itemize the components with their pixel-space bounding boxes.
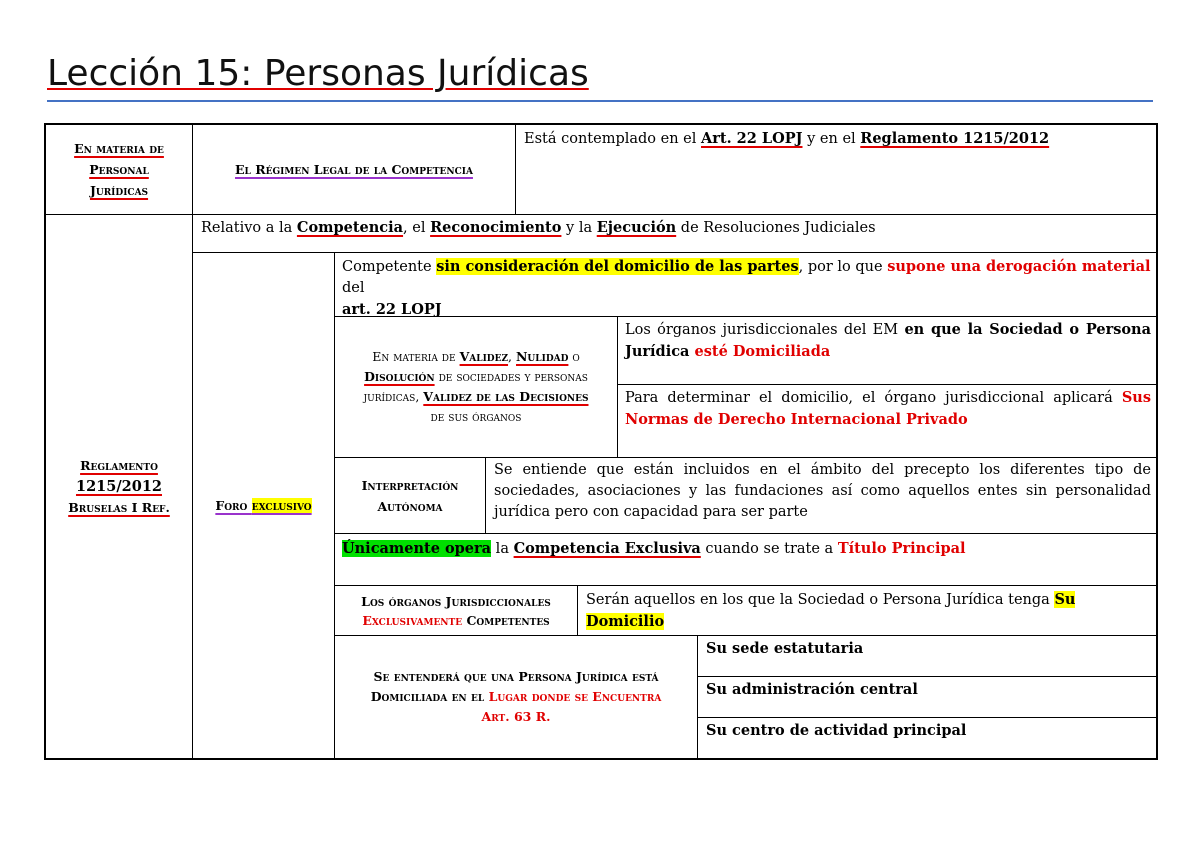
exclusivamente-term: Exclusivamente	[362, 612, 463, 628]
decisiones-term: Validez de las Decisiones	[423, 389, 589, 404]
validez-text-a: En materia de	[372, 349, 460, 364]
este-domiciliada: esté Domiciliada	[694, 343, 831, 360]
validez-o: o	[568, 349, 580, 364]
para-determinar-cell	[625, 387, 1151, 431]
organos-excl-cell	[335, 586, 577, 635]
domiciliada-line-2: Domiciliada en el	[370, 689, 489, 704]
titulo-principal: Título Principal	[837, 540, 966, 557]
organos-excl-text-cell	[586, 589, 1154, 633]
ejecucion-term: Ejecución	[596, 219, 677, 236]
unicamente-text-a: la	[491, 541, 514, 557]
foro-cell	[193, 253, 334, 758]
regimen-cell	[193, 125, 515, 214]
competentes-term: Competentes	[462, 612, 550, 628]
domicilio-item: Su administración central	[706, 681, 918, 698]
organos-excl-line-1: Los órganos Jurisdiccionales	[361, 593, 551, 609]
contemplado-cell	[524, 128, 1154, 150]
nulidad-term: Nulidad	[516, 349, 569, 364]
interpretacion-line-1: Interpretación	[361, 477, 459, 493]
materia-line-3: Jurídicas	[89, 183, 149, 198]
organos-em-text-b: en que la Sociedad o Persona Jurídica	[625, 321, 1151, 360]
domicilio-item: Su sede estatutaria	[706, 640, 864, 657]
competente-text-c: del	[342, 280, 365, 296]
interpretacion-line-2: Autónoma	[377, 498, 443, 514]
reglamento-ref: Reglamento 1215/2012	[860, 130, 1050, 147]
page-title: Lección 15: Personas Jurídicas	[47, 53, 589, 94]
competente-text-b: , por lo que	[798, 259, 888, 275]
domiciliada-line-1: Se entenderá que una Persona Jurídica está	[373, 669, 659, 684]
art-22-lopj: Art. 22 LOPJ	[701, 130, 803, 147]
reglamento-line-3: Bruselas I Ref.	[68, 500, 170, 515]
organos-em-cell	[625, 319, 1151, 363]
reglamento-line-2: 1215/2012	[75, 478, 162, 495]
domiciliada-cell	[335, 636, 697, 758]
relativo-text-b: , el	[403, 220, 431, 236]
validez-text-b: de sociedades y personas	[434, 369, 588, 384]
art-63-r: Art. 63 R.	[481, 709, 551, 724]
validez-comma: ,	[508, 349, 516, 364]
unicamente-cell	[342, 538, 1152, 560]
reglamento-cell	[46, 215, 192, 758]
relativo-cell	[201, 217, 1151, 239]
materia-line-2: Personal	[89, 162, 149, 177]
seran-aquellos-text: Serán aquellos en los que la Sociedad o Persona Jurídica tenga	[586, 592, 1055, 608]
sin-consideracion-highlight: sin consideración del domicilio de las partes	[436, 258, 799, 275]
para-determinar-text: Para determinar el domicilio, el órgano jurisdiccional aplicará	[625, 390, 1122, 406]
lugar-donde-se-encuentra: Lugar donde se Encuentra	[488, 689, 662, 704]
contemplado-text-b: y en el	[802, 131, 861, 147]
disolucion-term: Disolución	[364, 369, 435, 384]
interpretacion-text: Se entiende que están incluidos en el ámbito del precepto los diferentes tipo de sociedades, asociaciones y las fundaciones así como aquellos entes sin personalidad jurídica pero con capacidad para ser parte	[494, 462, 1151, 520]
reglamento-line-1: Reglamento	[80, 458, 158, 473]
unicamente-text-b: cuando se trate a	[700, 541, 838, 557]
reconocimiento-term: Reconocimiento	[430, 219, 562, 236]
unicamente-highlight: Únicamente opera	[342, 540, 492, 557]
materia-line-1: En materia de	[74, 141, 164, 156]
su-domicilio-highlight: Su Domicilio	[586, 591, 1076, 630]
interpretacion-cell	[335, 458, 485, 533]
competente-text-a: Competente	[342, 259, 437, 275]
art-22-lopj-ref: art. 22 LOPJ	[342, 301, 442, 318]
competencia-term: Competencia	[296, 219, 404, 236]
normas-dip: Sus Normas de Derecho Internacional Privado	[625, 389, 1151, 428]
title-divider	[47, 100, 1153, 102]
exclusivo-label: exclusivo	[251, 498, 312, 513]
relativo-text-d: de Resoluciones Judiciales	[676, 220, 876, 236]
relativo-text-c: y la	[561, 220, 597, 236]
regimen-label: El Régimen Legal de la Competencia	[235, 162, 473, 177]
validez-term: Validez	[459, 349, 509, 364]
domicilio-item: Su centro de actividad principal	[706, 722, 967, 739]
derogacion-material: supone una derogación material	[887, 258, 1151, 275]
relativo-text-a: Relativo a la	[201, 220, 297, 236]
competencia-exclusiva-term: Competencia Exclusiva	[513, 540, 701, 557]
validez-text-d: de sus órganos	[430, 409, 522, 424]
organos-em-text-a: Los órganos jurisdiccionales del EM	[625, 322, 905, 338]
contemplado-text-a: Está contemplado en el	[524, 131, 701, 147]
materia-cell	[46, 125, 192, 214]
interpretacion-text-cell	[494, 460, 1151, 523]
competente-cell	[342, 256, 1152, 321]
foro-label: Foro	[215, 498, 252, 513]
validez-text-c: jurídicas,	[363, 389, 424, 404]
validez-cell	[335, 317, 617, 457]
